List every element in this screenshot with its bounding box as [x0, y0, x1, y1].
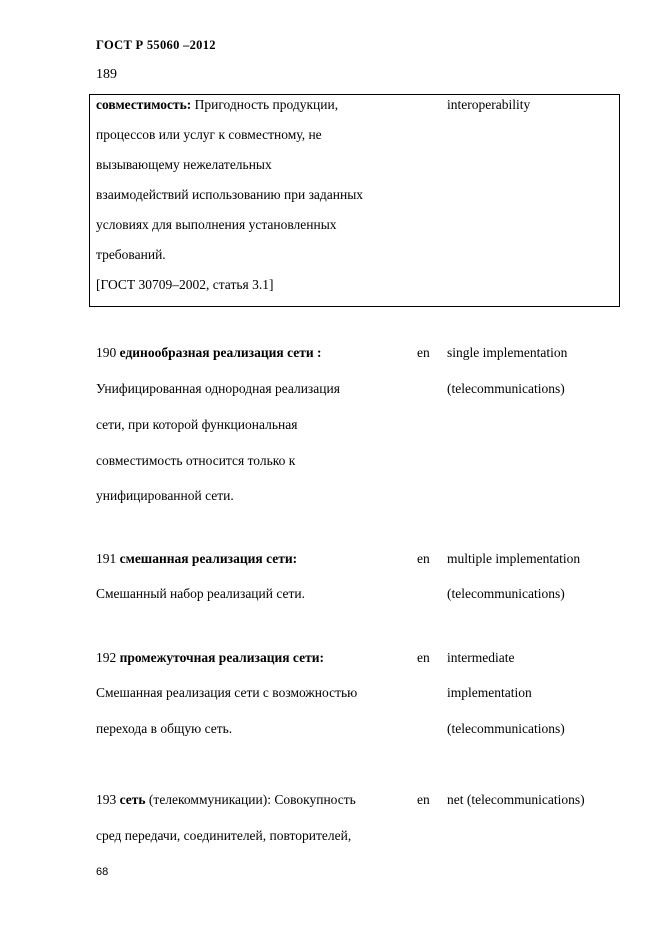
definition-line: взаимодействий использованию при заданных: [96, 187, 364, 202]
definition-line: процессов или услуг к совместному, не: [96, 127, 322, 142]
term-number: 190: [96, 345, 120, 360]
term-number: 191: [96, 551, 120, 566]
term-name: единообразная реализация сети :: [119, 345, 322, 360]
document-header: ГОСТ Р 55060 –2012: [96, 38, 216, 52]
definition-line: Унифицированная однородная реализация: [96, 381, 340, 396]
term-number: 192: [96, 650, 120, 665]
definition-line: совместимость относится только к: [96, 453, 296, 468]
english-equivalent: (telecommunications): [447, 381, 565, 396]
term-line: [96, 551, 297, 567]
term-qualifier: (телекоммуникации): Совокупность: [145, 792, 356, 807]
english-equivalent: single implementation: [447, 345, 568, 360]
definition-line: Смешанный набор реализаций сети.: [96, 586, 306, 601]
term-name: смешанная реализация сети:: [119, 551, 298, 566]
language-code: en: [417, 345, 430, 360]
english-equivalent: multiple implementation: [447, 551, 581, 566]
term-box-189: [89, 94, 620, 307]
english-equivalent: net (telecommunications): [447, 792, 585, 807]
term-name: совместимость:: [96, 97, 192, 112]
term-line: [96, 97, 338, 113]
language-code: en: [417, 650, 430, 665]
definition-line: условиях для выполнения установленных: [96, 217, 337, 232]
definition-line: сети, при которой функциональная: [96, 417, 298, 432]
language-code: en: [417, 792, 430, 807]
definition-line: перехода в общую сеть.: [96, 721, 233, 736]
definition-text: Пригодность продукции,: [191, 97, 339, 112]
definition-line: требований.: [96, 247, 166, 262]
term-name: промежуточная реализация сети:: [119, 650, 324, 665]
english-equivalent: implementation: [447, 685, 532, 700]
term-number: 193: [96, 792, 120, 807]
language-code: en: [417, 551, 430, 566]
term-line: [96, 345, 322, 361]
english-equivalent: (telecommunications): [447, 721, 565, 736]
english-equivalent: (telecommunications): [447, 586, 565, 601]
definition-line: сред передачи, соединителей, повторителей,: [96, 828, 352, 843]
term-line: [96, 792, 356, 808]
term-line: [96, 650, 324, 666]
source-reference: [ГОСТ 30709–2002, статья 3.1]: [96, 277, 274, 292]
page-number: 68: [96, 866, 109, 878]
english-equivalent: interoperability: [447, 97, 531, 112]
definition-line: Смешанная реализация сети с возможностью: [96, 685, 358, 700]
definition-line: вызывающему нежелательных: [96, 157, 272, 172]
english-equivalent: intermediate: [447, 650, 515, 665]
term-name: сеть: [119, 792, 146, 807]
definition-line: унифицированной сети.: [96, 488, 234, 503]
term-number-189: 189: [96, 67, 117, 82]
